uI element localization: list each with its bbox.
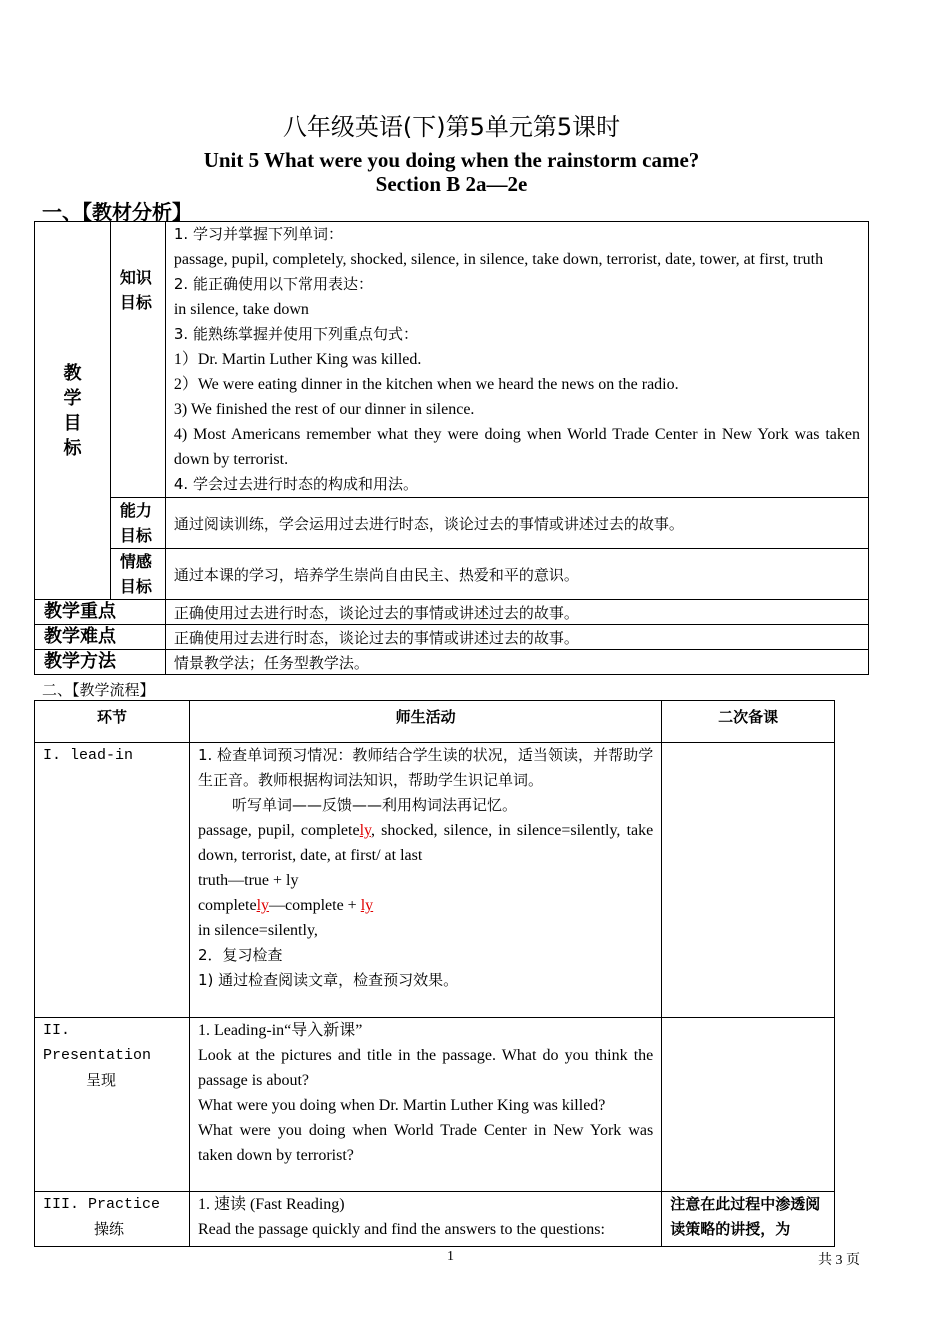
analysis-table [34,221,869,675]
difficulty-label: 教学难点 [35,625,166,650]
difficulty-content: 正确使用过去进行时态，谈论过去的事情或讲述过去的故事。 [165,625,868,650]
method-label: 教学方法 [35,650,166,675]
column-header-step: 环节 [35,701,190,743]
document-title: 八年级英语(下)第5单元第5课时 [282,113,621,141]
emotion-goal-label: 情感 目标 [110,549,165,600]
step-practice-label: III. Practice 操练 [35,1192,190,1247]
page-total: 共 3 页 [818,1253,860,1268]
knowledge-goal-content: 1. 学习并掌握下列单词： passage, pupil, completely, shocked, silence, in silence, take down, terrorist, date, tower, at first, truth 2. 能正确使用以下常用表达： in silence, take down 3. 能熟练掌握并使用下列重点句式： 1）Dr. Martin Luther King was killed. 2）We were eating dinner in the kitchen when we heard the news on the radio. 3) We finished the rest of our dinner in silence. 4) Most Americans remember what they were doing when World Trade Center in New York was taken down by terrorist. 4. 学会过去进行时态的构成和用法。 [165,222,868,498]
step-lead-in-notes [662,743,835,1018]
section-title: Section B 2a—2e [375,172,528,196]
ability-goal-label: 能力 目标 [110,498,165,549]
step-presentation-label: II. Presentation 呈现 [35,1018,190,1192]
method-content: 情景教学法；任务型教学法。 [165,650,868,675]
unit-title: Unit 5 What were you doing when the rainstorm came? [203,148,700,172]
emotion-goal-content: 通过本课的学习，培养学生崇尚自由民主、热爱和平的意识。 [165,549,868,600]
step-presentation-notes [662,1018,835,1192]
knowledge-goal-label: 知识 目标 [110,222,165,498]
process-table [34,700,835,1247]
step-presentation-content: 1. Leading-in“导入新课” Look at the pictures and title in the passage. What do you think the passage is about? What were you doing when Dr. Martin Luther King was killed? What were you doing when World Trade Center in New York was taken down by terrorist? [189,1018,661,1192]
section-heading-process: 二、【教学流程】 [42,681,155,699]
step-lead-in-label: I. lead-in [35,743,190,1018]
section-heading-analysis: 一、【教材分析】 [42,200,192,224]
column-header-notes: 二次备课 [662,701,835,743]
page-number: 1 [447,1249,454,1264]
key-point-label: 教学重点 [35,600,166,625]
step-practice-content: 1. 速读 (Fast Reading) Read the passage quickly and find the answers to the questions: [189,1192,661,1247]
ability-goal-content: 通过阅读训练，学会运用过去进行时态，谈论过去的事情或讲述过去的故事。 [165,498,868,549]
step-practice-notes: 注意在此过程中渗透阅读策略的讲授，为 [662,1192,835,1247]
step-lead-in-content: 1. 检查单词预习情况：教师结合学生读的状况，适当领读，并帮助学生正音。教师根据构词法知识，帮助学生识记单词。 听写单词——反馈——利用构词法再记忆。 passage, pupil, completely, shocked, silence, in silence=silently, take down, terrorist, date, at first/ at last truth—true + ly completely—complete + ly in silence=silently, 2．复习检查 1) 通过检查阅读文章，检查预习效果。 [189,743,661,1018]
column-header-activity: 师生活动 [189,701,661,743]
teaching-goal-label: 教 学 目 标 [35,222,111,600]
key-point-content: 正确使用过去进行时态，谈论过去的事情或讲述过去的故事。 [165,600,868,625]
